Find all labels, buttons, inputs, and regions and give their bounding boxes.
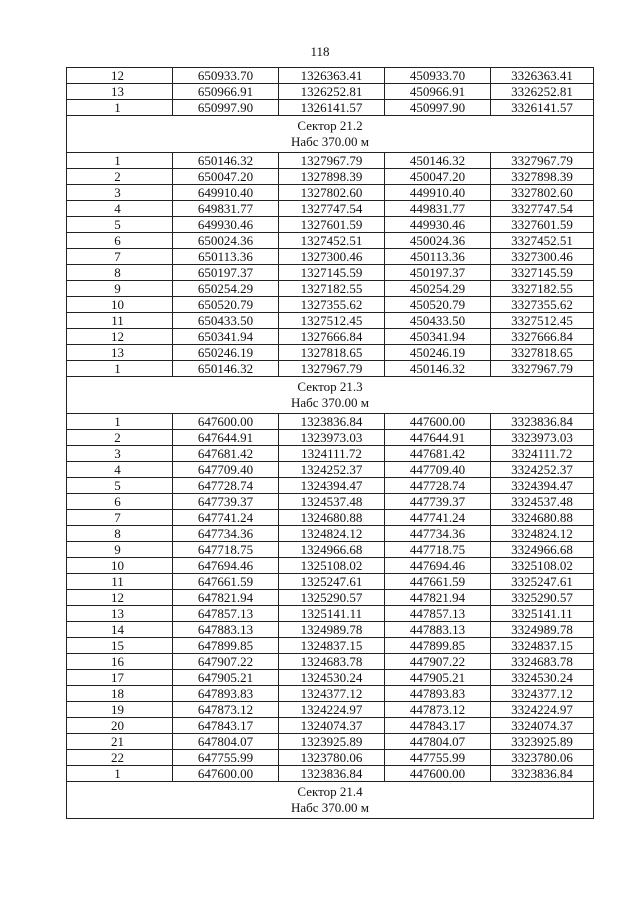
y-coordinate-cell: 1327601.59 [279, 217, 385, 233]
y-coordinate-cell: 1324530.24 [279, 670, 385, 686]
table-row [67, 281, 594, 297]
table-row [67, 750, 594, 766]
x-coordinate-cell: 650146.32 [173, 153, 279, 169]
y-local-coordinate-cell: 3324377.12 [491, 686, 594, 702]
point-number-cell: 2 [67, 430, 173, 446]
x-local-coordinate-cell: 447873.12 [385, 702, 491, 718]
y-coordinate-cell: 1323973.03 [279, 430, 385, 446]
x-coordinate-cell: 650246.19 [173, 345, 279, 361]
y-coordinate-cell: 1327818.65 [279, 345, 385, 361]
point-number-cell: 1 [67, 766, 173, 782]
point-number-cell: 5 [67, 478, 173, 494]
x-local-coordinate-cell: 447899.85 [385, 638, 491, 654]
x-local-coordinate-cell: 447893.83 [385, 686, 491, 702]
table-row [67, 249, 594, 265]
point-number-cell: 10 [67, 558, 173, 574]
y-coordinate-cell: 1324252.37 [279, 462, 385, 478]
sector-header-row [67, 782, 594, 819]
sector-header [67, 116, 594, 153]
point-number-cell: 13 [67, 345, 173, 361]
point-number-cell: 13 [67, 606, 173, 622]
y-local-coordinate-cell: 3324074.37 [491, 718, 594, 734]
table-row [67, 100, 594, 116]
y-coordinate-cell: 1324377.12 [279, 686, 385, 702]
sector-title: Сектор 21.3 [297, 379, 363, 394]
sector-height: Набс 370.00 м [290, 395, 370, 410]
x-coordinate-cell: 649831.77 [173, 201, 279, 217]
table-row [67, 734, 594, 750]
point-number-cell: 12 [67, 590, 173, 606]
x-local-coordinate-cell: 447843.17 [385, 718, 491, 734]
table-row [67, 68, 594, 84]
point-number-cell: 1 [67, 414, 173, 430]
x-coordinate-cell: 647883.13 [173, 622, 279, 638]
table-row [67, 297, 594, 313]
y-local-coordinate-cell: 3325141.11 [491, 606, 594, 622]
x-local-coordinate-cell: 447857.13 [385, 606, 491, 622]
x-coordinate-cell: 647873.12 [173, 702, 279, 718]
y-local-coordinate-cell: 3324394.47 [491, 478, 594, 494]
table-row [67, 766, 594, 782]
x-local-coordinate-cell: 450933.70 [385, 68, 491, 84]
x-coordinate-cell: 647600.00 [173, 414, 279, 430]
point-number-cell: 11 [67, 313, 173, 329]
coordinates-table-body [67, 68, 594, 819]
y-local-coordinate-cell: 3324837.15 [491, 638, 594, 654]
x-local-coordinate-cell: 450254.29 [385, 281, 491, 297]
y-coordinate-cell: 1324966.68 [279, 542, 385, 558]
x-local-coordinate-cell: 447728.74 [385, 478, 491, 494]
sector-header [67, 782, 594, 819]
x-coordinate-cell: 650341.94 [173, 329, 279, 345]
y-local-coordinate-cell: 3325290.57 [491, 590, 594, 606]
y-local-coordinate-cell: 3324224.97 [491, 702, 594, 718]
table-row [67, 670, 594, 686]
x-local-coordinate-cell: 447907.22 [385, 654, 491, 670]
point-number-cell: 8 [67, 526, 173, 542]
y-coordinate-cell: 1323836.84 [279, 414, 385, 430]
y-coordinate-cell: 1327512.45 [279, 313, 385, 329]
y-coordinate-cell: 1324537.48 [279, 494, 385, 510]
y-local-coordinate-cell: 3324252.37 [491, 462, 594, 478]
table-row [67, 686, 594, 702]
y-coordinate-cell: 1325290.57 [279, 590, 385, 606]
x-coordinate-cell: 647893.83 [173, 686, 279, 702]
y-local-coordinate-cell: 3323925.89 [491, 734, 594, 750]
sector-title: Сектор 21.4 [297, 784, 363, 799]
table-row [67, 153, 594, 169]
x-coordinate-cell: 647821.94 [173, 590, 279, 606]
table-row [67, 430, 594, 446]
y-local-coordinate-cell: 3324680.88 [491, 510, 594, 526]
x-local-coordinate-cell: 450246.19 [385, 345, 491, 361]
sector-header [67, 377, 594, 414]
x-local-coordinate-cell: 449930.46 [385, 217, 491, 233]
table-row [67, 606, 594, 622]
y-coordinate-cell: 1324074.37 [279, 718, 385, 734]
x-local-coordinate-cell: 447709.40 [385, 462, 491, 478]
table-row [67, 510, 594, 526]
x-local-coordinate-cell: 450341.94 [385, 329, 491, 345]
y-local-coordinate-cell: 3327601.59 [491, 217, 594, 233]
y-local-coordinate-cell: 3323836.84 [491, 766, 594, 782]
y-coordinate-cell: 1327747.54 [279, 201, 385, 217]
point-number-cell: 1 [67, 100, 173, 116]
table-row [67, 265, 594, 281]
sector-height: Набс 370.00 м [290, 800, 370, 815]
point-number-cell: 6 [67, 233, 173, 249]
x-local-coordinate-cell: 449831.77 [385, 201, 491, 217]
table-row [67, 542, 594, 558]
x-coordinate-cell: 647644.91 [173, 430, 279, 446]
point-number-cell: 10 [67, 297, 173, 313]
point-number-cell: 7 [67, 249, 173, 265]
x-coordinate-cell: 650197.37 [173, 265, 279, 281]
table-row [67, 590, 594, 606]
x-coordinate-cell: 650997.90 [173, 100, 279, 116]
x-local-coordinate-cell: 447883.13 [385, 622, 491, 638]
x-coordinate-cell: 647843.17 [173, 718, 279, 734]
point-number-cell: 1 [67, 153, 173, 169]
y-local-coordinate-cell: 3324683.78 [491, 654, 594, 670]
point-number-cell: 21 [67, 734, 173, 750]
y-local-coordinate-cell: 3327818.65 [491, 345, 594, 361]
x-coordinate-cell: 647718.75 [173, 542, 279, 558]
x-local-coordinate-cell: 447804.07 [385, 734, 491, 750]
x-coordinate-cell: 647755.99 [173, 750, 279, 766]
x-coordinate-cell: 649910.40 [173, 185, 279, 201]
x-local-coordinate-cell: 447718.75 [385, 542, 491, 558]
y-coordinate-cell: 1323925.89 [279, 734, 385, 750]
x-coordinate-cell: 647600.00 [173, 766, 279, 782]
x-coordinate-cell: 650520.79 [173, 297, 279, 313]
point-number-cell: 1 [67, 361, 173, 377]
y-local-coordinate-cell: 3325247.61 [491, 574, 594, 590]
y-local-coordinate-cell: 3324966.68 [491, 542, 594, 558]
point-number-cell: 7 [67, 510, 173, 526]
y-coordinate-cell: 1323836.84 [279, 766, 385, 782]
y-local-coordinate-cell: 3323836.84 [491, 414, 594, 430]
x-local-coordinate-cell: 447681.42 [385, 446, 491, 462]
table-row [67, 638, 594, 654]
point-number-cell: 2 [67, 169, 173, 185]
y-local-coordinate-cell: 3327145.59 [491, 265, 594, 281]
x-coordinate-cell: 650146.32 [173, 361, 279, 377]
point-number-cell: 4 [67, 201, 173, 217]
y-local-coordinate-cell: 3323973.03 [491, 430, 594, 446]
x-coordinate-cell: 647857.13 [173, 606, 279, 622]
y-local-coordinate-cell: 3324989.78 [491, 622, 594, 638]
x-coordinate-cell: 650113.36 [173, 249, 279, 265]
x-coordinate-cell: 647709.40 [173, 462, 279, 478]
x-local-coordinate-cell: 450997.90 [385, 100, 491, 116]
sector-height: Набс 370.00 м [290, 134, 370, 149]
point-number-cell: 3 [67, 185, 173, 201]
table-row [67, 718, 594, 734]
y-coordinate-cell: 1324680.88 [279, 510, 385, 526]
y-local-coordinate-cell: 3327182.55 [491, 281, 594, 297]
x-local-coordinate-cell: 449910.40 [385, 185, 491, 201]
table-row [67, 361, 594, 377]
y-local-coordinate-cell: 3324537.48 [491, 494, 594, 510]
table-row [67, 217, 594, 233]
table-row [67, 233, 594, 249]
y-coordinate-cell: 1327145.59 [279, 265, 385, 281]
y-coordinate-cell: 1327666.84 [279, 329, 385, 345]
x-coordinate-cell: 647681.42 [173, 446, 279, 462]
x-local-coordinate-cell: 447734.36 [385, 526, 491, 542]
y-coordinate-cell: 1323780.06 [279, 750, 385, 766]
point-number-cell: 6 [67, 494, 173, 510]
y-coordinate-cell: 1327802.60 [279, 185, 385, 201]
sector-header-row [67, 377, 594, 414]
table-row [67, 313, 594, 329]
x-local-coordinate-cell: 450197.37 [385, 265, 491, 281]
point-number-cell: 9 [67, 281, 173, 297]
y-coordinate-cell: 1325141.11 [279, 606, 385, 622]
x-local-coordinate-cell: 447661.59 [385, 574, 491, 590]
y-coordinate-cell: 1324683.78 [279, 654, 385, 670]
point-number-cell: 16 [67, 654, 173, 670]
x-local-coordinate-cell: 450433.50 [385, 313, 491, 329]
y-coordinate-cell: 1327967.79 [279, 361, 385, 377]
table-row [67, 185, 594, 201]
y-local-coordinate-cell: 3327967.79 [491, 153, 594, 169]
y-local-coordinate-cell: 3327355.62 [491, 297, 594, 313]
y-coordinate-cell: 1324111.72 [279, 446, 385, 462]
y-local-coordinate-cell: 3326252.81 [491, 84, 594, 100]
y-coordinate-cell: 1324824.12 [279, 526, 385, 542]
table-row [67, 462, 594, 478]
y-local-coordinate-cell: 3326141.57 [491, 100, 594, 116]
x-local-coordinate-cell: 447694.46 [385, 558, 491, 574]
y-coordinate-cell: 1327898.39 [279, 169, 385, 185]
table-row [67, 414, 594, 430]
x-local-coordinate-cell: 447821.94 [385, 590, 491, 606]
x-local-coordinate-cell: 450113.36 [385, 249, 491, 265]
y-coordinate-cell: 1326141.57 [279, 100, 385, 116]
x-local-coordinate-cell: 447741.24 [385, 510, 491, 526]
table-row [67, 654, 594, 670]
x-local-coordinate-cell: 450520.79 [385, 297, 491, 313]
coordinates-table [66, 67, 594, 819]
y-local-coordinate-cell: 3324824.12 [491, 526, 594, 542]
y-local-coordinate-cell: 3327300.46 [491, 249, 594, 265]
x-local-coordinate-cell: 450024.36 [385, 233, 491, 249]
sector-title: Сектор 21.2 [297, 118, 363, 133]
page-number: 118 [310, 44, 330, 59]
point-number-cell: 11 [67, 574, 173, 590]
y-coordinate-cell: 1326363.41 [279, 68, 385, 84]
sector-header-row [67, 116, 594, 153]
table-row [67, 478, 594, 494]
y-coordinate-cell: 1325108.02 [279, 558, 385, 574]
x-local-coordinate-cell: 450146.32 [385, 361, 491, 377]
x-coordinate-cell: 650966.91 [173, 84, 279, 100]
table-row [67, 526, 594, 542]
y-local-coordinate-cell: 3327967.79 [491, 361, 594, 377]
point-number-cell: 13 [67, 84, 173, 100]
y-coordinate-cell: 1327967.79 [279, 153, 385, 169]
point-number-cell: 15 [67, 638, 173, 654]
point-number-cell: 14 [67, 622, 173, 638]
table-row [67, 702, 594, 718]
point-number-cell: 9 [67, 542, 173, 558]
y-local-coordinate-cell: 3327512.45 [491, 313, 594, 329]
x-local-coordinate-cell: 447905.21 [385, 670, 491, 686]
y-coordinate-cell: 1324837.15 [279, 638, 385, 654]
y-coordinate-cell: 1326252.81 [279, 84, 385, 100]
point-number-cell: 3 [67, 446, 173, 462]
x-local-coordinate-cell: 450966.91 [385, 84, 491, 100]
table-row [67, 558, 594, 574]
x-coordinate-cell: 647728.74 [173, 478, 279, 494]
y-coordinate-cell: 1324394.47 [279, 478, 385, 494]
y-local-coordinate-cell: 3327666.84 [491, 329, 594, 345]
x-coordinate-cell: 647804.07 [173, 734, 279, 750]
x-coordinate-cell: 650933.70 [173, 68, 279, 84]
y-coordinate-cell: 1324989.78 [279, 622, 385, 638]
y-coordinate-cell: 1327452.51 [279, 233, 385, 249]
y-coordinate-cell: 1327182.55 [279, 281, 385, 297]
x-local-coordinate-cell: 450146.32 [385, 153, 491, 169]
x-coordinate-cell: 647694.46 [173, 558, 279, 574]
x-coordinate-cell: 650254.29 [173, 281, 279, 297]
x-local-coordinate-cell: 450047.20 [385, 169, 491, 185]
table-row [67, 446, 594, 462]
x-coordinate-cell: 647907.22 [173, 654, 279, 670]
x-local-coordinate-cell: 447600.00 [385, 414, 491, 430]
table-row [67, 622, 594, 638]
x-coordinate-cell: 649930.46 [173, 217, 279, 233]
y-local-coordinate-cell: 3324530.24 [491, 670, 594, 686]
table-row [67, 329, 594, 345]
point-number-cell: 8 [67, 265, 173, 281]
point-number-cell: 18 [67, 686, 173, 702]
x-coordinate-cell: 647739.37 [173, 494, 279, 510]
x-coordinate-cell: 647661.59 [173, 574, 279, 590]
y-local-coordinate-cell: 3327802.60 [491, 185, 594, 201]
point-number-cell: 22 [67, 750, 173, 766]
table-row [67, 494, 594, 510]
table-row [67, 201, 594, 217]
y-coordinate-cell: 1325247.61 [279, 574, 385, 590]
x-coordinate-cell: 650024.36 [173, 233, 279, 249]
x-coordinate-cell: 647899.85 [173, 638, 279, 654]
y-local-coordinate-cell: 3327898.39 [491, 169, 594, 185]
y-local-coordinate-cell: 3327747.54 [491, 201, 594, 217]
y-local-coordinate-cell: 3323780.06 [491, 750, 594, 766]
point-number-cell: 4 [67, 462, 173, 478]
point-number-cell: 12 [67, 329, 173, 345]
y-coordinate-cell: 1327300.46 [279, 249, 385, 265]
point-number-cell: 12 [67, 68, 173, 84]
point-number-cell: 20 [67, 718, 173, 734]
x-coordinate-cell: 647741.24 [173, 510, 279, 526]
y-coordinate-cell: 1327355.62 [279, 297, 385, 313]
table-row [67, 574, 594, 590]
x-local-coordinate-cell: 447755.99 [385, 750, 491, 766]
y-local-coordinate-cell: 3326363.41 [491, 68, 594, 84]
y-coordinate-cell: 1324224.97 [279, 702, 385, 718]
x-coordinate-cell: 647734.36 [173, 526, 279, 542]
x-coordinate-cell: 650433.50 [173, 313, 279, 329]
table-row [67, 169, 594, 185]
y-local-coordinate-cell: 3324111.72 [491, 446, 594, 462]
point-number-cell: 5 [67, 217, 173, 233]
x-coordinate-cell: 647905.21 [173, 670, 279, 686]
table-row [67, 84, 594, 100]
x-local-coordinate-cell: 447644.91 [385, 430, 491, 446]
x-local-coordinate-cell: 447739.37 [385, 494, 491, 510]
table-row [67, 345, 594, 361]
y-local-coordinate-cell: 3325108.02 [491, 558, 594, 574]
y-local-coordinate-cell: 3327452.51 [491, 233, 594, 249]
x-local-coordinate-cell: 447600.00 [385, 766, 491, 782]
point-number-cell: 19 [67, 702, 173, 718]
x-coordinate-cell: 650047.20 [173, 169, 279, 185]
point-number-cell: 17 [67, 670, 173, 686]
